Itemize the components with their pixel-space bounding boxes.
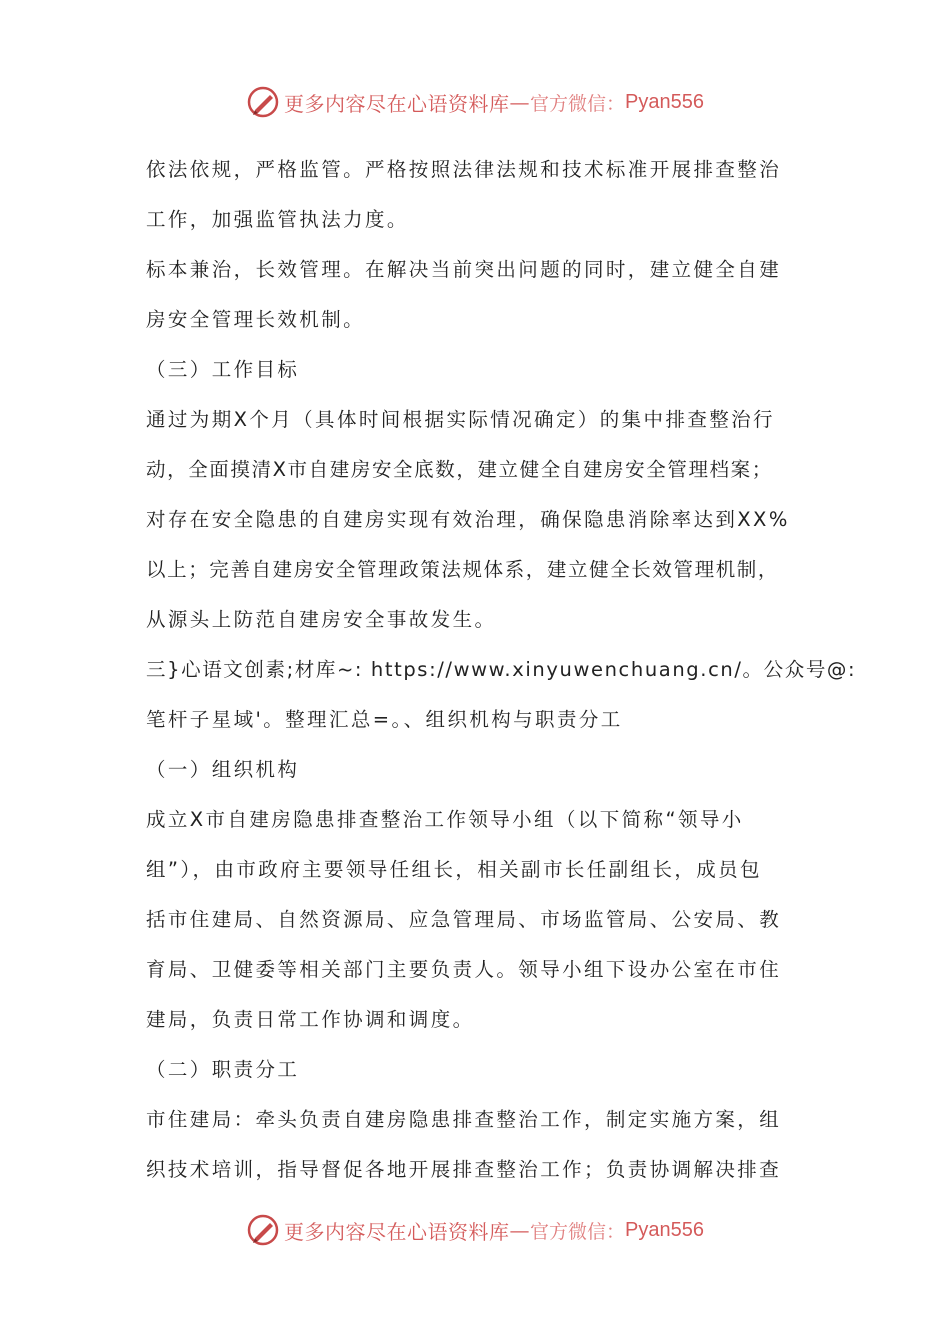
body-line: 括市住建局、自然资源局、应急管理局、市场监管局、公安局、教 (146, 908, 782, 931)
body-line: 房安全管理长效机制。 (146, 308, 366, 331)
body-line: 标本兼治，长效管理。在解决当前突出问题的同时，建立健全自建 (146, 258, 782, 281)
pen-logo-icon (246, 85, 280, 119)
body-line: 从源头上防范自建房安全事故发生。 (146, 608, 497, 631)
header-wechat-id: Pyan556 (625, 90, 704, 113)
footer-banner (0, 1210, 950, 1250)
section-heading: （三）工作目标 (146, 358, 300, 381)
footer-text: 更多内容尽在心语资料库 (284, 1219, 510, 1244)
pen-logo-icon (246, 1213, 280, 1247)
header-text: 更多内容尽在心语资料库 (284, 91, 510, 116)
section-heading: （一）组织机构 (146, 758, 300, 781)
body-line: 建局，负责日常工作协调和调度。 (146, 1008, 475, 1031)
body-line: 依法依规，严格监管。严格按照法律法规和技术标准开展排查整治 (146, 158, 782, 181)
body-line: 组”），由市政府主要领导任组长，相关副市长任副组长，成员包 (146, 858, 762, 881)
body-line: 工作，加强监管执法力度。 (146, 208, 409, 231)
document-body (146, 145, 857, 1195)
footer-label: 官方微信： (530, 1220, 626, 1243)
body-line: 市住建局：牵头负责自建房隐患排查整治工作，制定实施方案，组 (146, 1108, 782, 1131)
body-line-with-link: 三}心语文创素;材库~: https://www.xinyuwenchuang.cn/。公众号@: (146, 658, 857, 681)
body-line: 动，全面摸清X市自建房安全底数，建立健全自建房安全管理档案； (146, 458, 773, 481)
header-separator: — (509, 90, 530, 114)
footer-separator: — (509, 1218, 530, 1242)
body-line: 对存在安全隐患的自建房实现有效治理，确保隐患消除率达到XX% (146, 508, 790, 531)
header-banner (0, 82, 950, 122)
header-label: 官方微信： (530, 92, 626, 115)
section-heading: （二）职责分工 (146, 1058, 300, 1081)
body-line: 育局、卫健委等相关部门主要负责人。领导小组下设办公室在市住 (146, 958, 782, 981)
body-line: 以上；完善自建房安全管理政策法规体系，建立健全长效管理机制， (146, 558, 780, 581)
body-line: 通过为期X个月（具体时间根据实际情况确定）的集中排查整治行 (146, 408, 775, 431)
body-line: 笔杆子星域'。整理汇总=。、组织机构与职责分工 (146, 708, 623, 731)
body-line: 成立X市自建房隐患排查整治工作领导小组（以下简称“领导小 (146, 808, 744, 831)
body-line: 织技术培训，指导督促各地开展排查整治工作；负责协调解决排查 (146, 1158, 782, 1181)
footer-wechat-id: Pyan556 (625, 1218, 704, 1241)
